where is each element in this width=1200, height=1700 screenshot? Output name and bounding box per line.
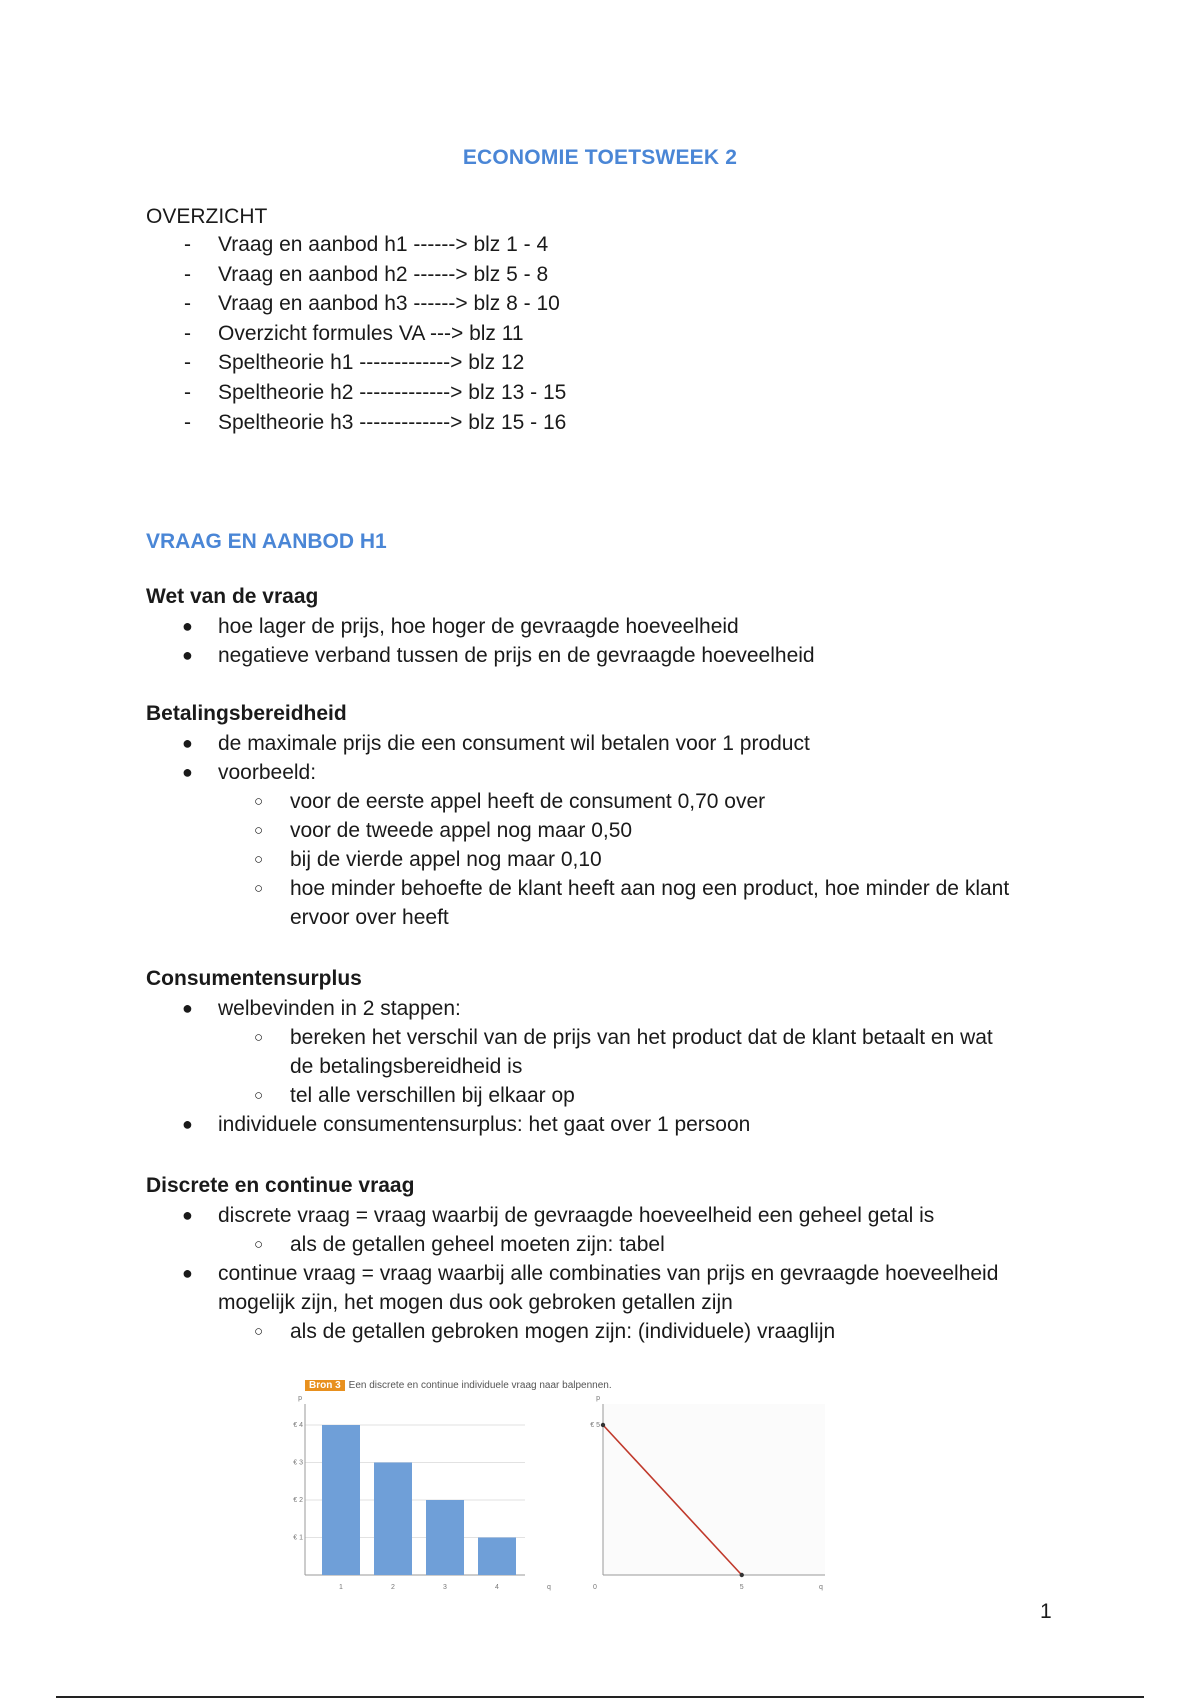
overview-item: - Overzicht formules VA ---> blz 11 xyxy=(184,321,524,345)
overview-heading: OVERZICHT xyxy=(146,205,268,228)
y-tick-label: € 4 xyxy=(293,1422,303,1429)
y-tick-label: € 2 xyxy=(293,1497,303,1504)
subheading-discrete-continue: Discrete en continue vraag xyxy=(146,1174,415,1197)
figure-charts xyxy=(293,1380,830,1600)
overview-item: - Vraag en aanbod h2 ------> blz 5 - 8 xyxy=(184,262,549,286)
section-heading: VRAAG EN AANBOD H1 xyxy=(146,530,387,553)
sub-bullet-item: ○ tel alle verschillen bij elkaar op xyxy=(254,1084,575,1107)
bullet-item: ● voorbeeld: xyxy=(182,761,317,784)
bullet-item: ● negatieve verband tussen de prijs en de gevraagde hoeveelheid xyxy=(182,644,815,667)
y-tick-label: € 1 xyxy=(293,1534,303,1542)
figure-bron-3 xyxy=(293,1380,830,1600)
overview-item: - Vraag en aanbod h1 ------> blz 1 - 4 xyxy=(184,233,549,256)
overview-list xyxy=(146,230,566,437)
sub-bullet-item: ○ bereken het verschil van de prijs van het product dat de klant betaalt en wat de betalingsbereidheid is xyxy=(254,1026,993,1078)
wet-van-de-vraag-block xyxy=(146,582,815,670)
sub-bullet-item: ○ bij de vierde appel nog maar 0,10 xyxy=(254,848,602,871)
bullet-item: ● individuele consumentensurplus: het gaat over 1 persoon xyxy=(182,1113,751,1136)
sub-bullet-item: ○ als de getallen geheel moeten zijn: tabel xyxy=(254,1233,665,1256)
bullet-item: ● continue vraag = vraag waarbij alle combinaties van prijs en gevraagde hoeveelheid mogelijk zijn, het mogen dus ook gebroken getallen zijn xyxy=(182,1262,999,1314)
overview-item: - Speltheorie h1 -------------> blz 12 xyxy=(184,351,525,375)
footer-rule xyxy=(56,1696,1144,1698)
x-tick-label: 1 xyxy=(339,1584,343,1591)
subheading-consumentensurplus: Consumentensurplus xyxy=(146,967,362,990)
sub-bullet-item: ○ voor de eerste appel heeft de consument 0,70 over xyxy=(254,790,766,813)
subheading-wet: Wet van de vraag xyxy=(146,585,319,608)
bullet-item: ● welbevinden in 2 stappen: xyxy=(182,997,461,1020)
x-tick-label: q xyxy=(819,1584,823,1591)
document-title: ECONOMIE TOETSWEEK 2 xyxy=(462,146,738,169)
bullet-item: ● de maximale prijs die een consument wil betalen voor 1 product xyxy=(182,732,810,755)
x-tick-label: q xyxy=(547,1584,551,1591)
figure-caption-text: Een discrete en continue individuele vraag naar balpennen. xyxy=(348,1380,612,1391)
overview-item: - Vraag en aanbod h3 ------> blz 8 - 10 xyxy=(184,292,560,316)
y-axis-label: p xyxy=(596,1395,600,1402)
betalingsbereidheid-block xyxy=(146,699,1009,932)
x-tick-label: 0 xyxy=(593,1584,597,1591)
bullet-item: ● hoe lager de prijs, hoe hoger de gevraagde hoeveelheid xyxy=(182,615,739,638)
overview-item: - Speltheorie h3 -------------> blz 15 - 16 xyxy=(184,410,567,434)
subheading-betalingsbereidheid: Betalingsbereidheid xyxy=(146,702,347,725)
page-number: 1 xyxy=(1040,1600,1052,1623)
x-tick-label: 5 xyxy=(739,1584,744,1591)
y-tick-label: € 3 xyxy=(293,1459,303,1467)
consumentensurplus-block xyxy=(146,964,993,1139)
y-axis-label: p xyxy=(298,1395,302,1402)
bullet-item: ● discrete vraag = vraag waarbij de gevraagde hoeveelheid een geheel getal is xyxy=(182,1204,935,1227)
bar xyxy=(478,1538,516,1576)
bar xyxy=(374,1463,412,1576)
sub-bullet-item: ○ voor de tweede appel nog maar 0,50 xyxy=(254,819,633,842)
bar xyxy=(322,1425,360,1575)
overview-item: - Speltheorie h2 -------------> blz 13 - 15 xyxy=(184,380,567,404)
sub-bullet-item: ○ als de getallen gebroken mogen zijn: (individuele) vraaglijn xyxy=(254,1320,836,1343)
x-tick-label: 4 xyxy=(495,1584,499,1591)
y-tick-label: € 5 xyxy=(590,1422,600,1429)
figure-badge: Bron 3 xyxy=(305,1380,345,1391)
discrete-continue-block xyxy=(146,1171,998,1346)
data-point xyxy=(740,1573,744,1577)
x-tick-label: 2 xyxy=(391,1584,395,1591)
sub-bullet-item: ○ hoe minder behoefte de klant heeft aan nog een product, hoe minder de klant ervoor over heeft xyxy=(254,877,1010,929)
bar xyxy=(426,1500,464,1575)
x-tick-label: 3 xyxy=(443,1584,447,1591)
data-point xyxy=(601,1423,605,1427)
plot-area xyxy=(603,1404,825,1575)
